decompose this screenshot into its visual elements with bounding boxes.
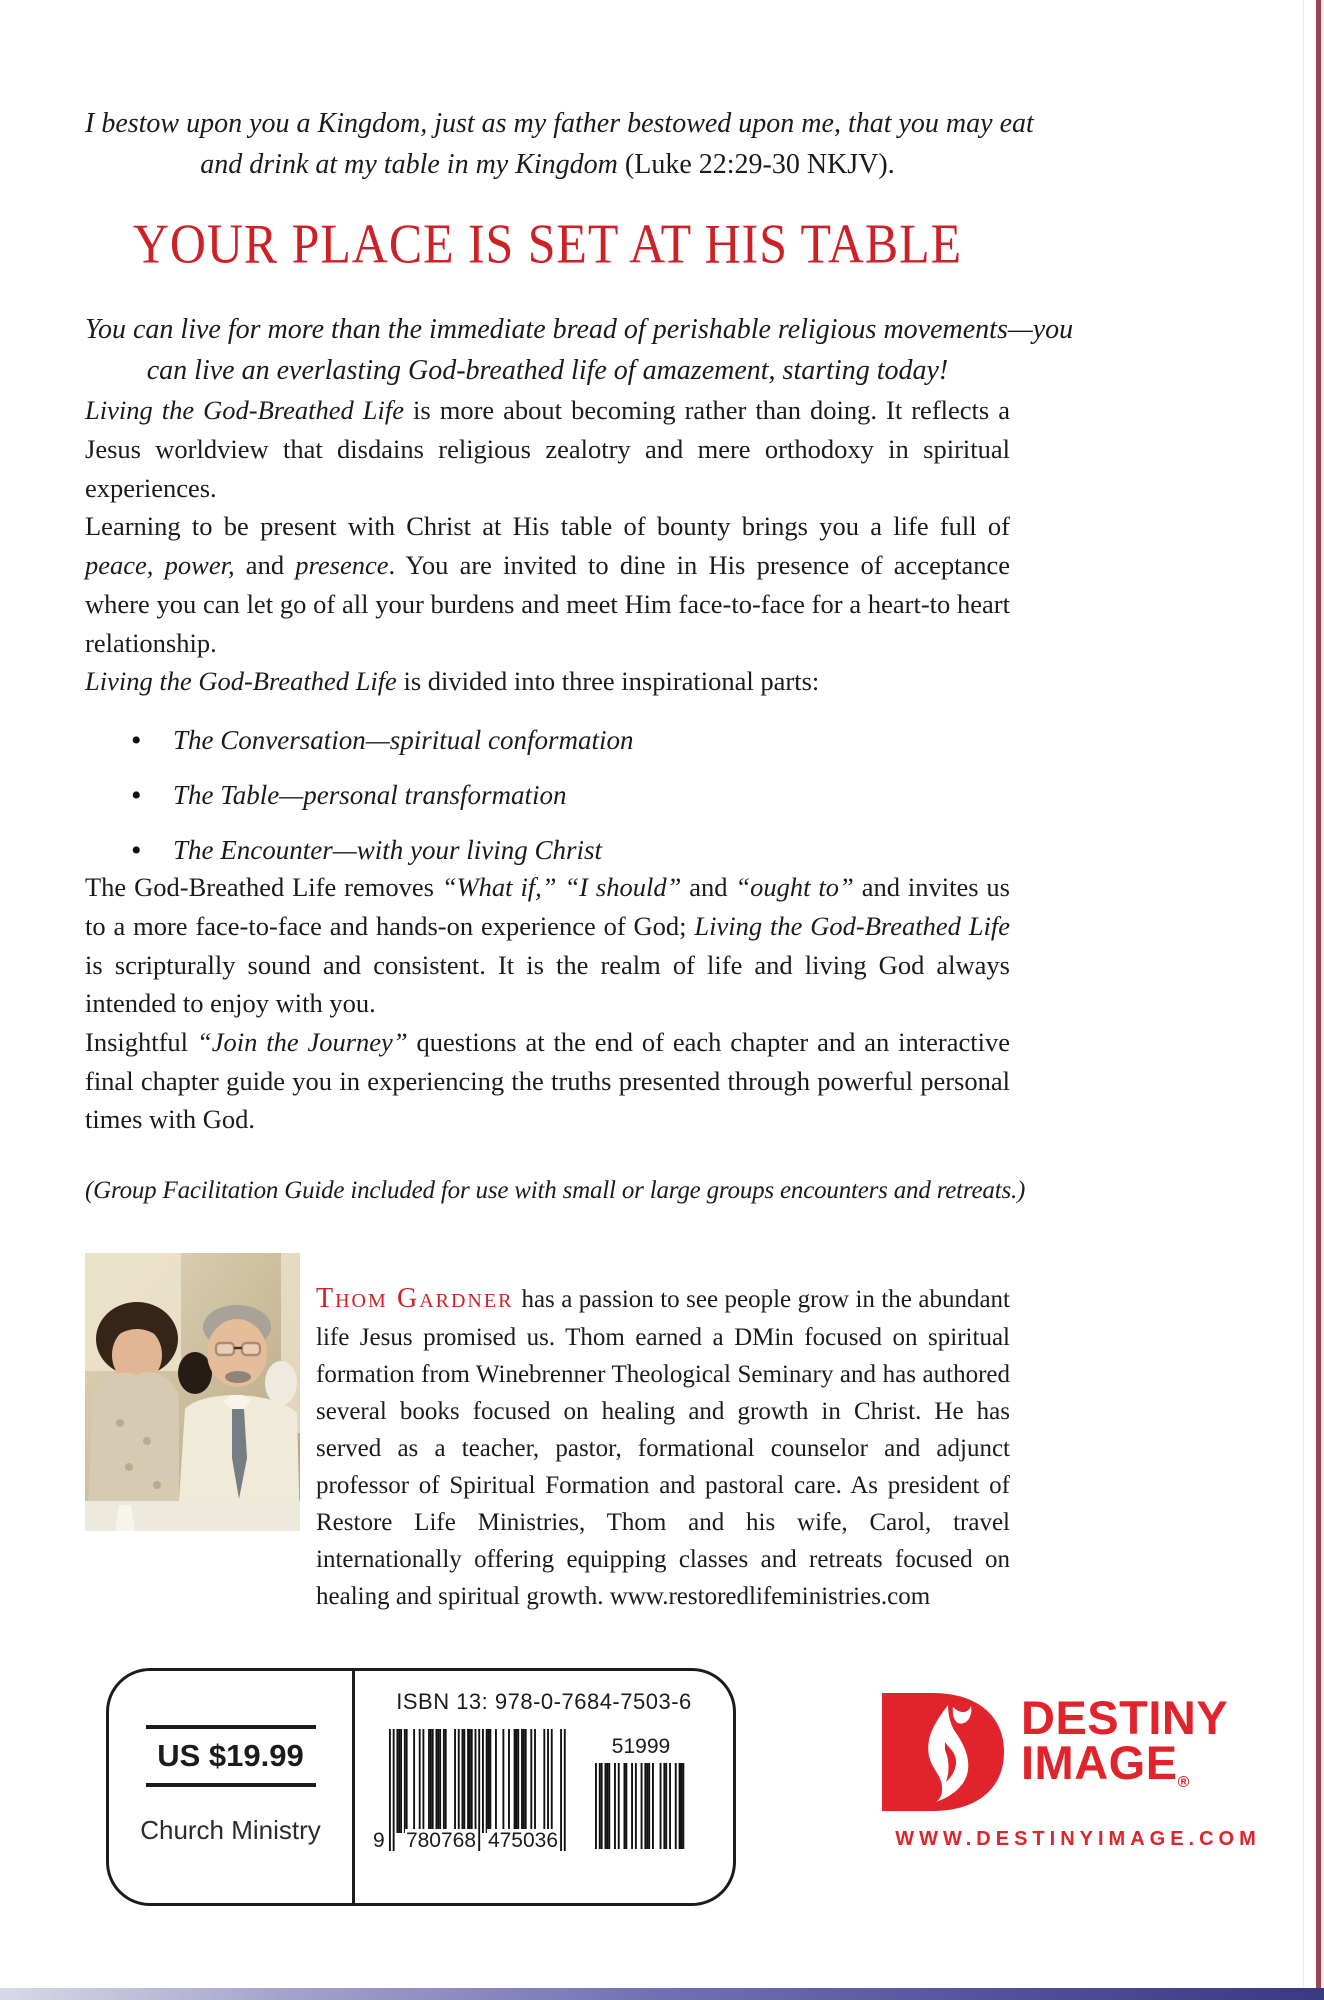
paragraph-learning: Learning to be present with Christ at His table of bounty brings you a life full of peace, power, and presence. You are invited to dine in His presence of acceptance where you can let go of all your burdens and meet Him face-to-face for a heart-to heart relationship.: [85, 511, 1010, 658]
author-name: Thom Gardner: [316, 1282, 514, 1314]
publisher-name-line1: DESTINY: [1021, 1691, 1229, 1744]
publisher-name: [1021, 1691, 1229, 1791]
destiny-image-logo: [876, 1690, 1280, 1851]
destiny-d-flame-icon: [876, 1690, 1006, 1812]
headline: YOUR PLACE IS SET AT HIS TABLE: [132, 213, 963, 276]
publisher-url: WWW.DESTINYIMAGE.COM: [895, 1828, 1261, 1850]
tagline: [85, 310, 1074, 391]
price-barcode-box: [106, 1668, 736, 1906]
paragraph-parts-intro: Living the God-Breathed Life is divided into three inspirational parts:: [85, 666, 820, 697]
part-item-table: • The Table—personal transformation: [85, 778, 1010, 813]
price-label: US $19.99: [157, 1738, 304, 1773]
group-facilitation-note: (Group Facilitation Guide included for use with small or large groups encounters and retreats.): [85, 1176, 1026, 1204]
tagline-line-2: can live an everlasting God-breathed life of amazement, starting today!: [146, 354, 949, 386]
back-cover-copy: [85, 0, 1074, 1640]
addon-digits: 51999: [611, 1735, 671, 1758]
author-bio: [316, 1278, 1010, 1615]
ean-group-2: 475036: [487, 1829, 559, 1852]
paragraph-insightful: Insightful “Join the Journey” questions at the end of each chapter and an interactive final chapter guide you in experiencing the truths presented through powerful personal times with God.: [85, 1026, 1010, 1135]
bottom-cover-edge: [0, 1988, 1324, 2000]
category-label: Church Ministry: [140, 1815, 321, 1845]
ean-group-1: 780768: [405, 1829, 477, 1852]
price-rule-top: [146, 1725, 316, 1729]
scripture-line-2: and drink at my table in my Kingdom (Luke 22:29-30 NKJV).: [200, 148, 895, 180]
tagline-line-1: You can live for more than the immediate bread of perishable religious movements—you: [85, 314, 1074, 346]
scripture-quote: [85, 104, 1034, 185]
isbn-label: ISBN 13: 978-0-7684-7503-6: [396, 1689, 692, 1714]
ean-first-digit: 9: [373, 1829, 385, 1852]
author-bio-text: has a passion to see people grow in the abundant life Jesus promised us. Thom earned a DMin focused on spiritual formation from Winebrenner Theological Seminary and has authored several books focused on healing and growth in Christ. He has served as a teacher, pastor, formational counselor and adjunct professor of Spiritual Formation and pastoral care. As president of Restore Life Ministries, Thom and his wife, Carol, travel internationally offering equipping classes and retreats focused on healing and spiritual growth. www.restoredlifeministries.com: [316, 1285, 1010, 1611]
scan-edge-line: [1303, 0, 1304, 2000]
publisher-name-line2: IMAGE®: [1021, 1735, 1190, 1791]
paragraph-becoming: Living the God-Breathed Life is more about becoming rather than doing. It reflects a Jesus worldview that disdains religious zealotry and mere orthodoxy in spiritual experiences.: [85, 395, 1010, 503]
registered-mark: ®: [1177, 1773, 1190, 1791]
part-item-encounter: • The Encounter—with your living Christ: [85, 833, 1010, 868]
scripture-line-1: I bestow upon you a Kingdom, just as my father bestowed upon me, that you may eat: [85, 108, 1034, 139]
paragraph-removes: The God-Breathed Life removes “What if,” “I should” and “ought to” and invites us to a more face-to-face and hands-on experience of God; Living the God-Breathed Life is scripturally sound and consistent. It is the realm of life and living God always intended to enjoy with you.: [85, 872, 1010, 1019]
ean13-barcode: [373, 1729, 566, 1855]
price-cell: [109, 1671, 355, 1903]
price-rule-bottom: [146, 1783, 316, 1787]
parts-list: [85, 723, 1010, 868]
author-photo: [85, 1253, 300, 1531]
author-section: [85, 1253, 1010, 1640]
price-addon-barcode: [595, 1737, 687, 1855]
barcode-cell: [355, 1671, 733, 1903]
part-item-conversation: • The Conversation—spiritual conformation: [85, 723, 1010, 758]
